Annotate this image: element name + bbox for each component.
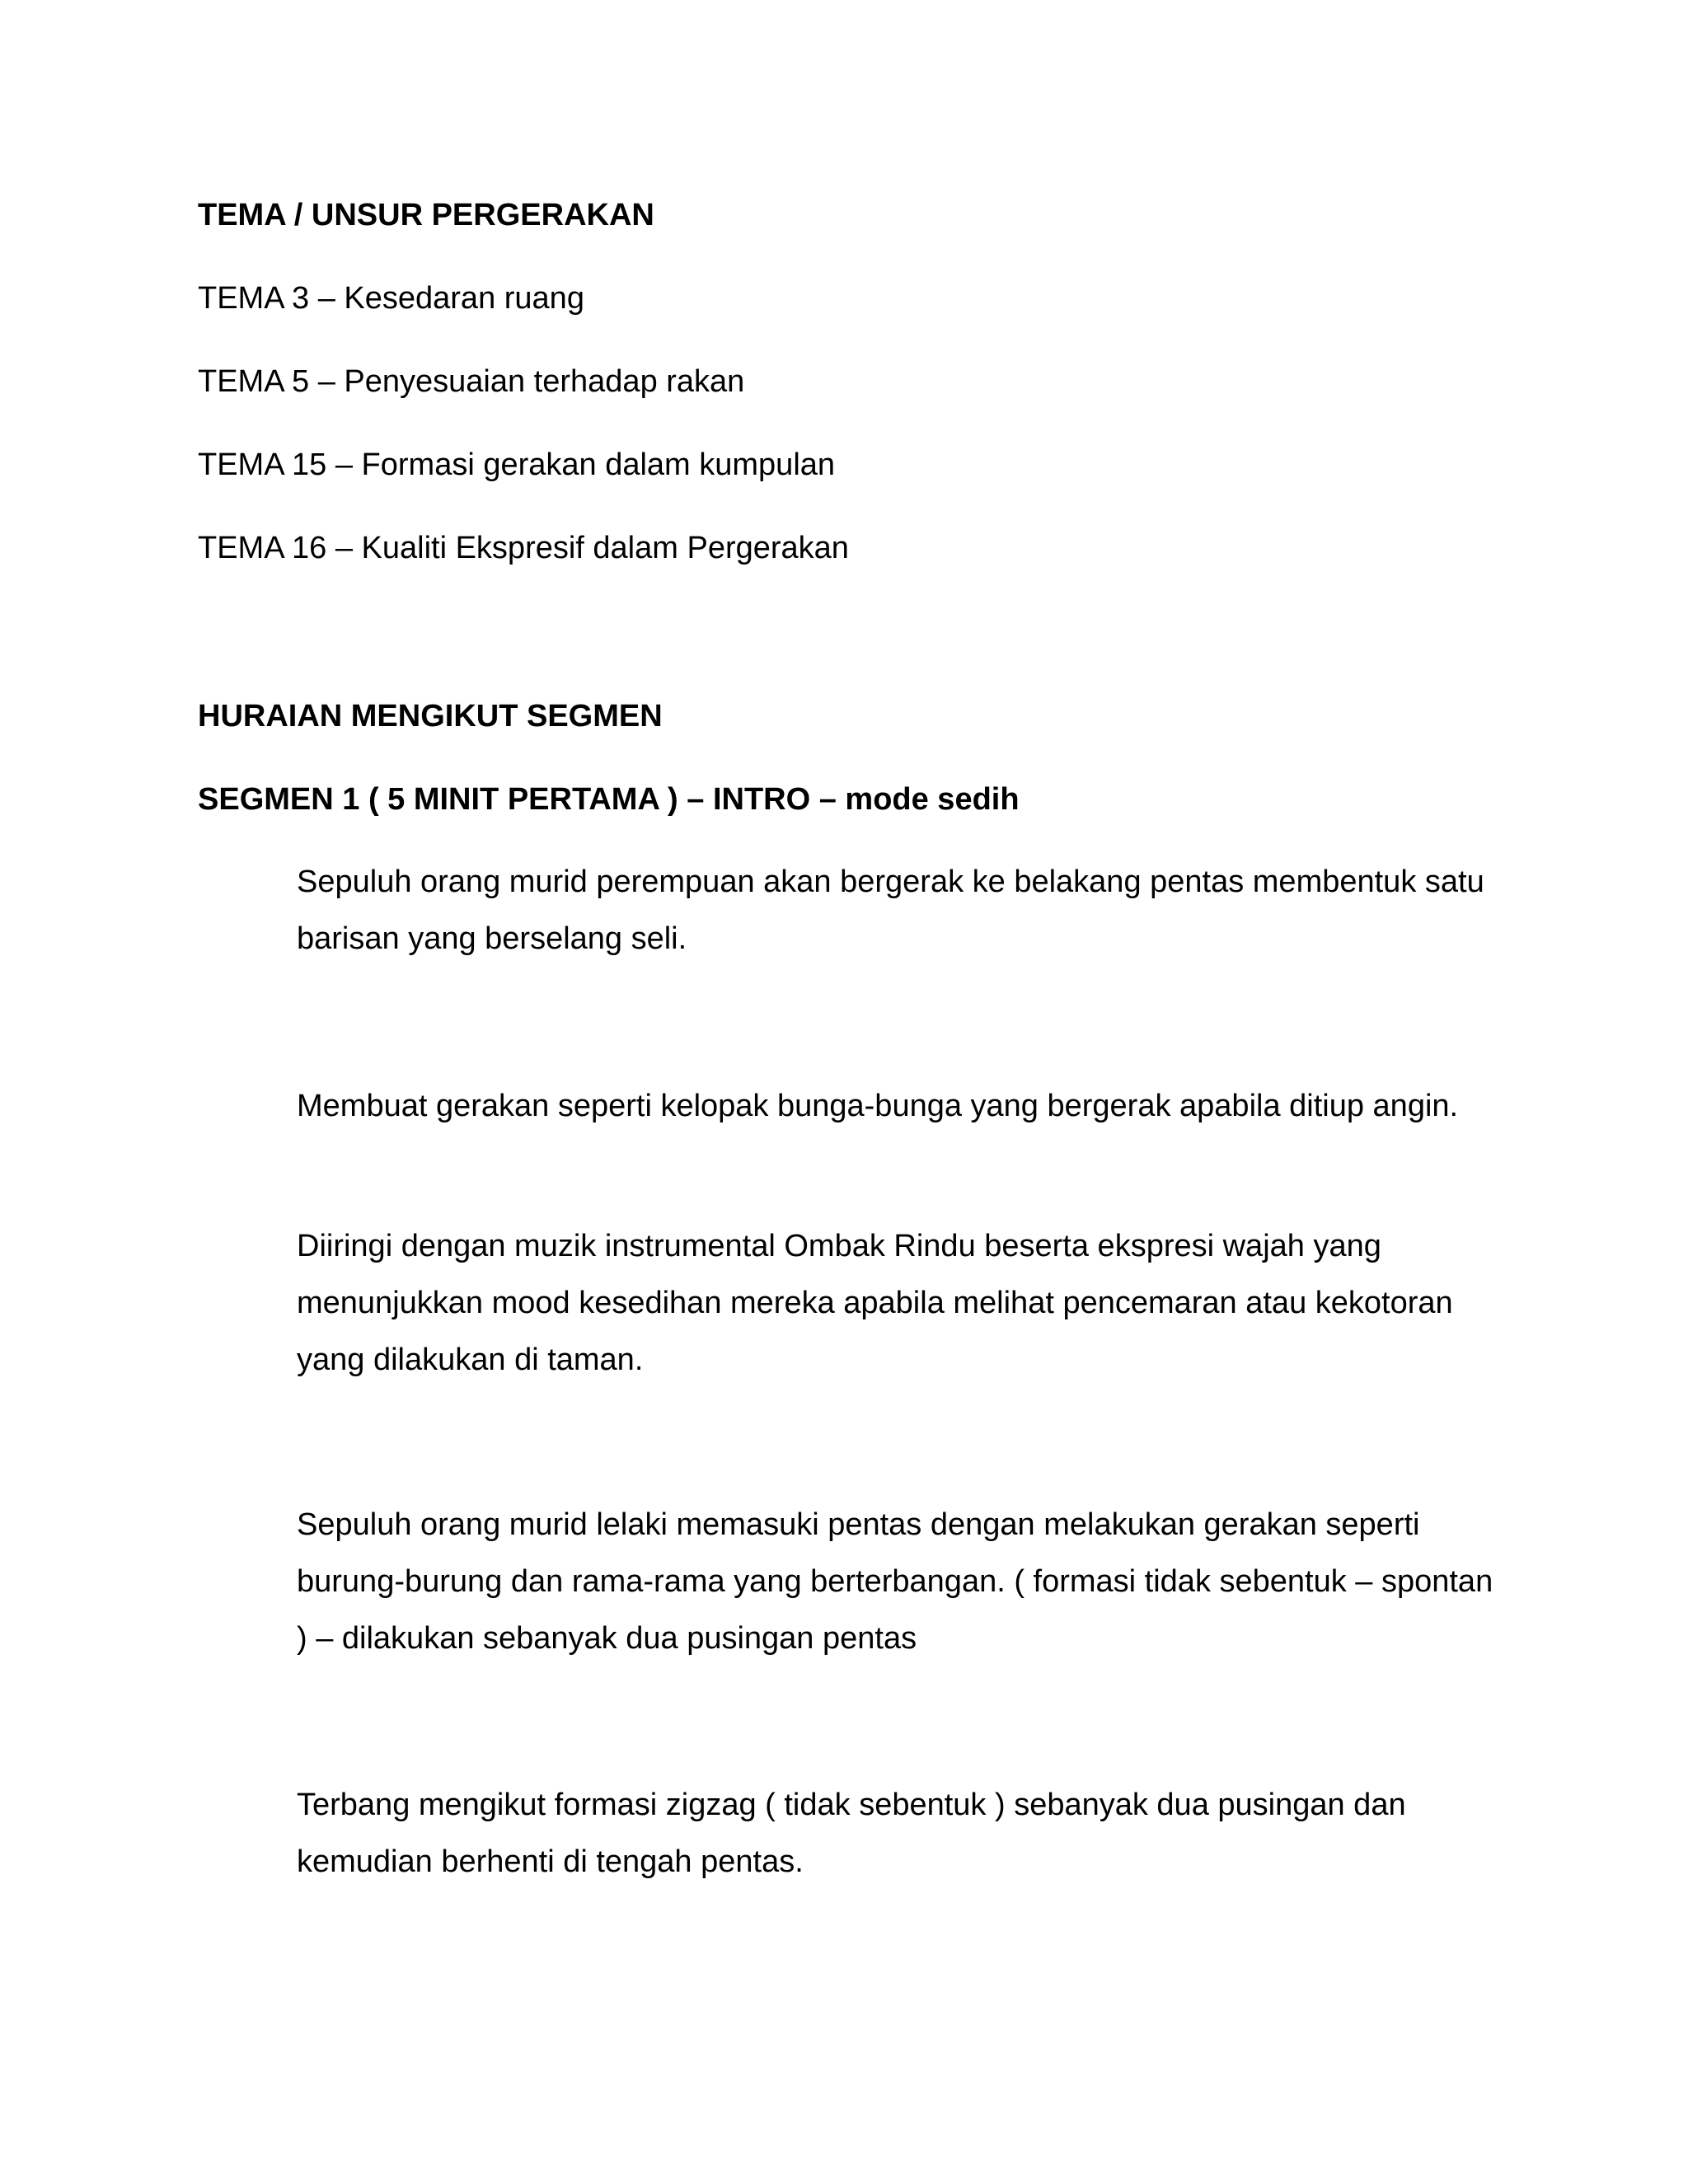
segment-1-title: SEGMEN 1 ( 5 MINIT PERTAMA ) – INTRO – mode sedih: [198, 782, 1020, 817]
tema-item-15: TEMA 15 – Formasi gerakan dalam kumpulan: [198, 448, 836, 482]
segment-1-paragraph-4: Sepuluh orang murid lelaki memasuki pentas dengan melakukan gerakan seperti burung-burung dan rama-rama yang berterbangan. ( formasi tidak sebentuk – spontan ) – dilakukan sebanyak dua pusingan pentas: [297, 1507, 1493, 1656]
tema-item-3: TEMA 3 – Kesedaran ruang: [198, 281, 584, 316]
segment-1-paragraph-2: Membuat gerakan seperti kelopak bunga-bunga yang bergerak apabila ditiup angin.: [297, 1089, 1459, 1123]
tema-item-16: TEMA 16 – Kualiti Ekspresif dalam Pergerakan: [198, 531, 849, 565]
huraian-heading: HURAIAN MENGIKUT SEGMEN: [198, 699, 663, 733]
segment-1-paragraph-1: Sepuluh orang murid perempuan akan bergerak ke belakang pentas membentuk satu barisan yang berselang seli.: [297, 865, 1484, 956]
tema-heading: TEMA / UNSUR PERGERAKAN: [198, 198, 654, 232]
segment-1-paragraph-5: Terbang mengikut formasi zigzag ( tidak sebentuk ) sebanyak dua pusingan dan kemudian berhenti di tengah pentas.: [297, 1788, 1406, 1879]
tema-item-5: TEMA 5 – Penyesuaian terhadap rakan: [198, 364, 745, 399]
segment-1-paragraph-3: Diiringi dengan muzik instrumental Ombak Rindu beserta ekspresi wajah yang menunjukkan mood kesedihan mereka apabila melihat pencemaran atau kekotoran yang dilakukan di taman.: [297, 1229, 1453, 1377]
